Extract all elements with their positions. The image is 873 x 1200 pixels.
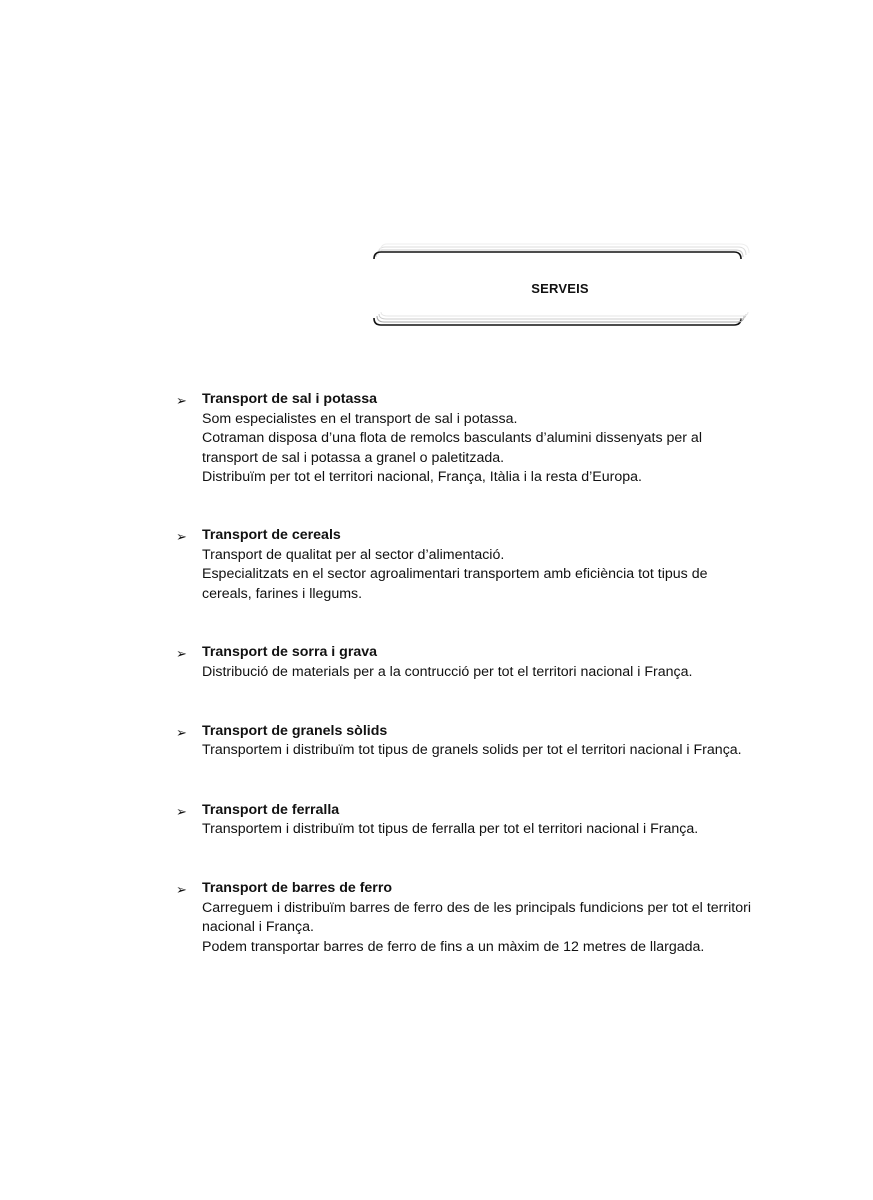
service-line: Transport de qualitat per al sector d’alimentació. bbox=[202, 546, 505, 563]
service-line: Transportem i distribuïm tot tipus de granels solids per tot el territori nacional i França. bbox=[202, 742, 742, 759]
service-line: Som especialistes en el transport de sal i potassa. bbox=[202, 410, 518, 427]
list-item bbox=[176, 801, 751, 840]
service-title: Transport de barres de ferro bbox=[202, 879, 393, 896]
section-title-box bbox=[370, 239, 750, 331]
service-line: Transportem i distribuïm tot tipus de ferralla per tot el territori nacional i França. bbox=[202, 821, 699, 838]
list-item bbox=[176, 722, 751, 761]
service-title: Transport de ferralla bbox=[202, 801, 340, 818]
service-line: Distribuïm per tot el territori nacional, França, Itàlia i la resta d’Europa. bbox=[202, 469, 642, 486]
arrow-bullet-icon: ➢ bbox=[176, 393, 187, 408]
arrow-bullet-icon: ➢ bbox=[176, 803, 187, 819]
service-title: Transport de cereals bbox=[202, 526, 341, 543]
service-line: Carreguem i distribuïm barres de ferro des de les principals fundicions per tot el territori nacional i França. bbox=[202, 899, 751, 936]
services-list bbox=[176, 390, 751, 957]
list-item bbox=[176, 879, 751, 957]
service-title: Transport de granels sòlids bbox=[202, 722, 388, 739]
list-item bbox=[176, 390, 751, 488]
service-line: Cotraman disposa d’una flota de remolcs basculants d’alumini dissenyats per al transport de sal i potassa a granel o paletitzada. bbox=[202, 430, 702, 466]
arrow-bullet-icon: ➢ bbox=[176, 724, 187, 740]
arrow-bullet-icon: ➢ bbox=[176, 646, 187, 662]
service-line: Especialitzats en el sector agroalimentari transportem amb eficiència tot tipus de cereals, farines i llegums. bbox=[202, 566, 708, 602]
list-item bbox=[176, 643, 751, 682]
arrow-bullet-icon: ➢ bbox=[176, 881, 187, 897]
service-title: Transport de sorra i grava bbox=[202, 644, 378, 661]
arrow-bullet-icon: ➢ bbox=[176, 528, 187, 544]
service-line: Podem transportar barres de ferro de fins a un màxim de 12 metres de llargada. bbox=[202, 938, 705, 955]
service-title: Transport de sal i potassa bbox=[202, 391, 378, 407]
service-line: Distribució de materials per a la contrucció per tot el territori nacional i França. bbox=[202, 663, 693, 680]
page-title: SERVEIS bbox=[531, 281, 589, 296]
list-item bbox=[176, 526, 751, 604]
